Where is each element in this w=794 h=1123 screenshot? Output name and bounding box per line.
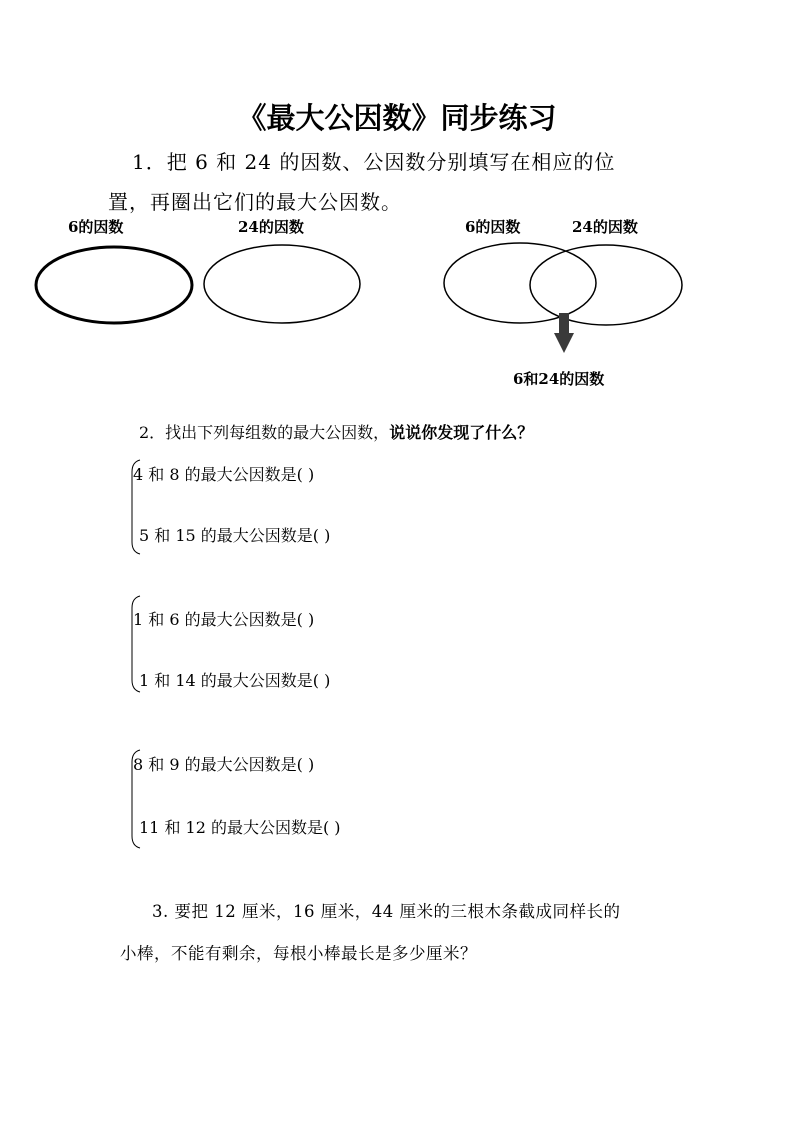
page-title: 《最大公因数》同步练习	[237, 101, 557, 135]
question-3-line-2: 小棒，不能有剩余，每根小棒最长是多少厘米？	[120, 944, 477, 963]
ellipse-6-factors	[36, 247, 192, 323]
down-arrow-icon	[554, 313, 574, 353]
question-3-line-1: 3. 要把 12 厘米，16 厘米，44 厘米的三根木条截成同样长的	[152, 902, 621, 921]
gcd-item-4-8: 4 和 8 的最大公因数是( )	[133, 465, 315, 484]
gcd-item-11-12: 11 和 12 的最大公因数是( )	[139, 818, 341, 837]
label-6-factors-right: 6的因数	[465, 218, 521, 236]
label-24-factors-right: 24的因数	[572, 218, 638, 236]
label-6-factors-left: 6的因数	[68, 218, 124, 236]
label-common-factors: 6和24的因数	[513, 370, 605, 388]
venn-ellipse-24	[530, 245, 682, 325]
question-2-heading-emphasis: 说说你发现了什么？	[389, 423, 534, 442]
venn-ellipse-6	[444, 243, 596, 323]
gcd-item-1-6: 1 和 6 的最大公因数是( )	[133, 610, 315, 629]
question-2-heading-text: 2．找出下列每组数的最大公因数，	[139, 423, 390, 442]
question-1-line-2: 置，再圈出它们的最大公因数。	[108, 190, 402, 214]
gcd-item-8-9: 8 和 9 的最大公因数是( )	[133, 755, 315, 774]
question-2-heading	[139, 420, 533, 443]
ellipse-24-factors	[204, 245, 360, 323]
label-24-factors-left: 24的因数	[238, 218, 304, 236]
question-1-line-1: 1．把 6 和 24 的因数、公因数分别填写在相应的位	[132, 150, 616, 174]
gcd-item-1-14: 1 和 14 的最大公因数是( )	[139, 671, 331, 690]
gcd-item-5-15: 5 和 15 的最大公因数是( )	[139, 526, 331, 545]
